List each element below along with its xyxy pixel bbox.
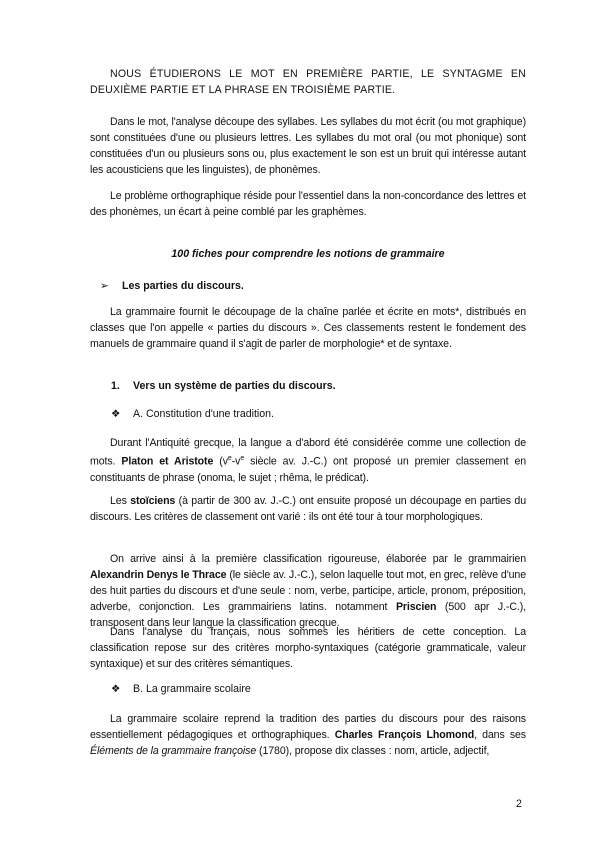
intro-paragraph: NOUS ÉTUDIERONS LE MOT EN PREMIÈRE PARTIE, LE SYNTAGME EN DEUXIÈME PARTIE ET LA PHRASE EN TROISIÈME PARTIE. bbox=[90, 68, 526, 96]
denys-paragraph: On arrive ainsi à la première classification rigoureuse, élaborée par le grammairien Alexandrin Denys le Thrace (le siècle av. J.-C.), selon laquelle tout mot, en grec, relève d'une des huit parties du discours et d'une seule : nom, verbe, participe, article, pronom, préposition, adverbe, conjonction. Les grammairiens latins. notamment Priscien (500 apr J.-C.), transposent dans leur langue la classification grecque. bbox=[90, 553, 526, 629]
school-grammar-paragraph: La grammaire scolaire reprend la tradition des parties du discours pour des raisons essentiellement pédagogiques et orthographiques. Charles François Lhomond, dans ses Éléments de la grammaire françoise (1780), propose dix classes : nom, article, adjectif, bbox=[90, 713, 527, 757]
subsection-a-title: A. Constitution d'une tradition. bbox=[133, 408, 275, 420]
arrow-bullet-icon: ➢ bbox=[100, 280, 109, 292]
grammar-paragraph: La grammaire fournit le découpage de la chaîne parlée et écrite en mots*, distribués en classes que l'on appelle « parties du discours ». Ces classements restent le fondement des manuels de grammaire quand il s'agit de parler de morphologie* et de syntaxe. bbox=[90, 306, 526, 350]
parties-heading bbox=[100, 278, 244, 294]
diamond-bullet-icon: ❖ bbox=[111, 683, 121, 695]
antiquity-paragraph: Durant l'Antiquité grecque, la langue a d'abord été considérée comme une collection de mots. Platon et Aristote ($v^e-v^e$ siècle av. J.-C.) ont proposé un premier classement en constituants de phrase (onoma, le sujet ; rhêma, le prédicat). bbox=[90, 437, 527, 484]
subsection-a-heading bbox=[111, 406, 274, 422]
orthography-paragraph: Le problème orthographique réside pour l'essentiel dans la non-concordance des lettres et des phonèmes, un écart à peine comblé par les graphèmes. bbox=[90, 190, 526, 218]
section-1-number: 1. bbox=[111, 380, 120, 392]
subsection-b-title: B. La grammaire scolaire bbox=[133, 683, 251, 695]
parties-heading-text: Les parties du discours. bbox=[122, 280, 244, 292]
syllables-paragraph: Dans le mot, l'analyse découpe des syllabes. Les syllabes du mot écrit (ou mot graphique) sont constituées d'une ou plusieurs lettres. Les syllabes du mot oral (ou mot phonique) sont constituées d'un ou plusieurs sons ou, plus exactement le son est un bruit qui intéresse autant les acousticiens que les linguistes), de phonèmes. bbox=[90, 116, 526, 176]
section-1-heading bbox=[111, 378, 336, 394]
section-1-title: Vers un système de parties du discours. bbox=[133, 380, 336, 392]
subsection-b-heading bbox=[111, 681, 251, 697]
fiches-title: 100 fiches pour comprendre les notions de grammaire bbox=[171, 248, 445, 260]
diamond-bullet-icon: ❖ bbox=[111, 408, 121, 420]
stoics-paragraph: Les stoïciens (à partir de 300 av. J.-C.) ont ensuite proposé un découpage en parties du discours. Les critères de classement ont varié : ils ont été tour à tour morphologiques. bbox=[90, 495, 526, 523]
heritage-paragraph: Dans l'analyse du français, nous sommes les héritiers de cette conception. La classification repose sur des critères morpho-syntaxiques (catégorie grammaticale, valeur syntaxique) et sur des critères sémantiques. bbox=[90, 626, 526, 670]
page-number: 2 bbox=[516, 798, 522, 810]
